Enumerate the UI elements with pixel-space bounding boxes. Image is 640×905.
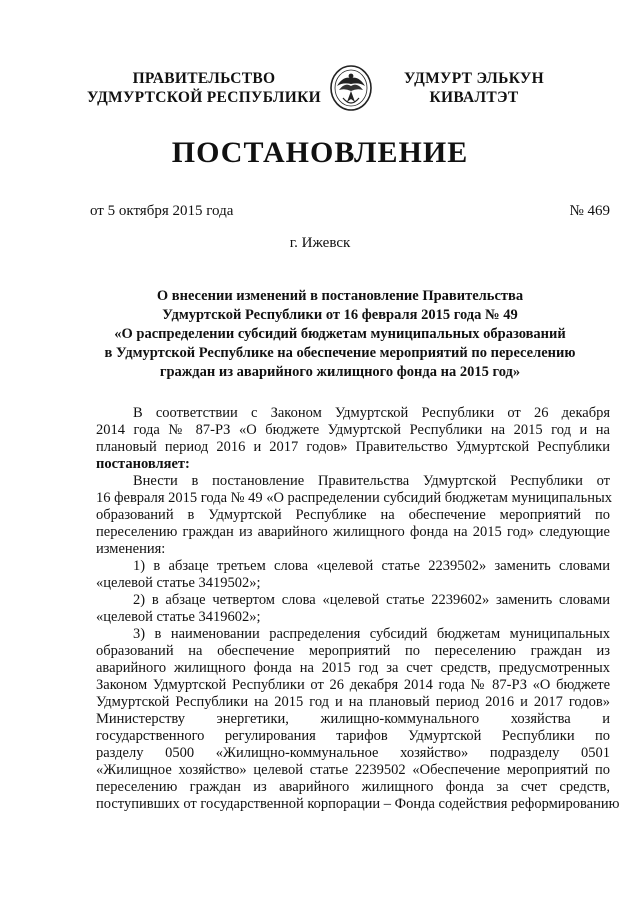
body-line: переселению граждан из аварийного жилищного фонда за счет средств, (96, 779, 610, 795)
date-number-line (90, 203, 610, 220)
document-date: от 5 октября 2015 года (90, 203, 234, 219)
subject-line: граждан из аварийного жилищного фонда на 2015 год» (159, 364, 521, 380)
body-line: 2) в абзаце четвертом слова «целевой статье 2239602» заменить словами (133, 592, 610, 608)
subject-line: О внесении изменений в постановление Правительства (156, 288, 524, 304)
body-line: государственного регулирования тарифов Удмуртской Республики по (96, 728, 610, 744)
subject-line: «О распределении субсидий бюджетам муниципальных образований (114, 326, 566, 342)
body-line: переселению граждан из аварийного жилищного фонда на 2015 год» следующие (96, 524, 610, 540)
body-line: образований в Удмуртской Республике на обеспечение мероприятий по (96, 507, 610, 523)
document-title: ПОСТАНОВЛЕНИЕ (171, 136, 469, 169)
body-line: постановляет: (96, 456, 190, 472)
body-line: образований на обеспечение мероприятий по переселению граждан из (96, 643, 610, 659)
document-number: № 469 (569, 203, 610, 219)
body-line: поступивших от государственной корпорации – Фонда содействия реформированию (96, 796, 620, 812)
body-line: изменения: (96, 541, 166, 557)
header-left-line1: ПРАВИТЕЛЬСТВО (132, 70, 276, 87)
document-body (96, 405, 620, 813)
body-line: плановый период 2016 и 2017 годов» Правительство Удмуртской Республики (96, 439, 610, 455)
body-line: аварийного жилищного фонда на 2015 год за счет средств, предусмотренных (96, 660, 610, 676)
header-right (374, 69, 574, 107)
coat-of-arms-icon (329, 64, 373, 112)
body-line: «целевой статье 3419602»; (96, 609, 261, 625)
body-line: 3) в наименовании распределения субсидий бюджетам муниципальных (133, 626, 610, 642)
subject-line: Удмуртской Республики от 16 февраля 2015 года № 49 (162, 307, 518, 323)
subject-line: в Удмуртской Республике на обеспечение мероприятий по переселению (104, 345, 576, 361)
body-line: 16 февраля 2015 года № 49 «О распределении субсидий бюджетам муниципальных (96, 490, 612, 506)
body-line: 2014 года № 87-РЗ «О бюджете Удмуртской Республики на 2015 год и на (96, 422, 610, 438)
document-subject (70, 287, 610, 382)
body-line: Министерству энергетики, жилищно-коммунального хозяйства и (96, 711, 610, 727)
body-line: «Жилищное хозяйство» целевой статье 2239502 «Обеспечение мероприятий по (96, 762, 610, 778)
header-left-line2: УДМУРТСКОЙ РЕСПУБЛИКИ (86, 89, 321, 106)
body-line: разделу 0500 «Жилищно-коммунальное хозяйство» подразделу 0501 (96, 745, 610, 761)
header-left (74, 69, 334, 107)
body-line: Законом Удмуртской Республики от 26 декабря 2014 года № 87-РЗ «О бюджете (96, 677, 610, 693)
body-line: Внести в постановление Правительства Удмуртской Республики от (133, 473, 610, 489)
body-line: В соответствии с Законом Удмуртской Республики от 26 декабря (133, 405, 610, 421)
body-line: 1) в абзаце третьем слова «целевой статье 2239502» заменить словами (133, 558, 610, 574)
header-right-line1: УДМУРТ ЭЛЬКУН (404, 70, 544, 87)
body-line: Удмуртской Республики на 2015 год и на плановый период 2016 и 2017 годов» (96, 694, 610, 710)
body-line: «целевой статье 3419502»; (96, 575, 261, 591)
header-right-line2: КИВАЛТЭТ (429, 89, 519, 106)
document-city: г. Ижевск (289, 235, 351, 251)
